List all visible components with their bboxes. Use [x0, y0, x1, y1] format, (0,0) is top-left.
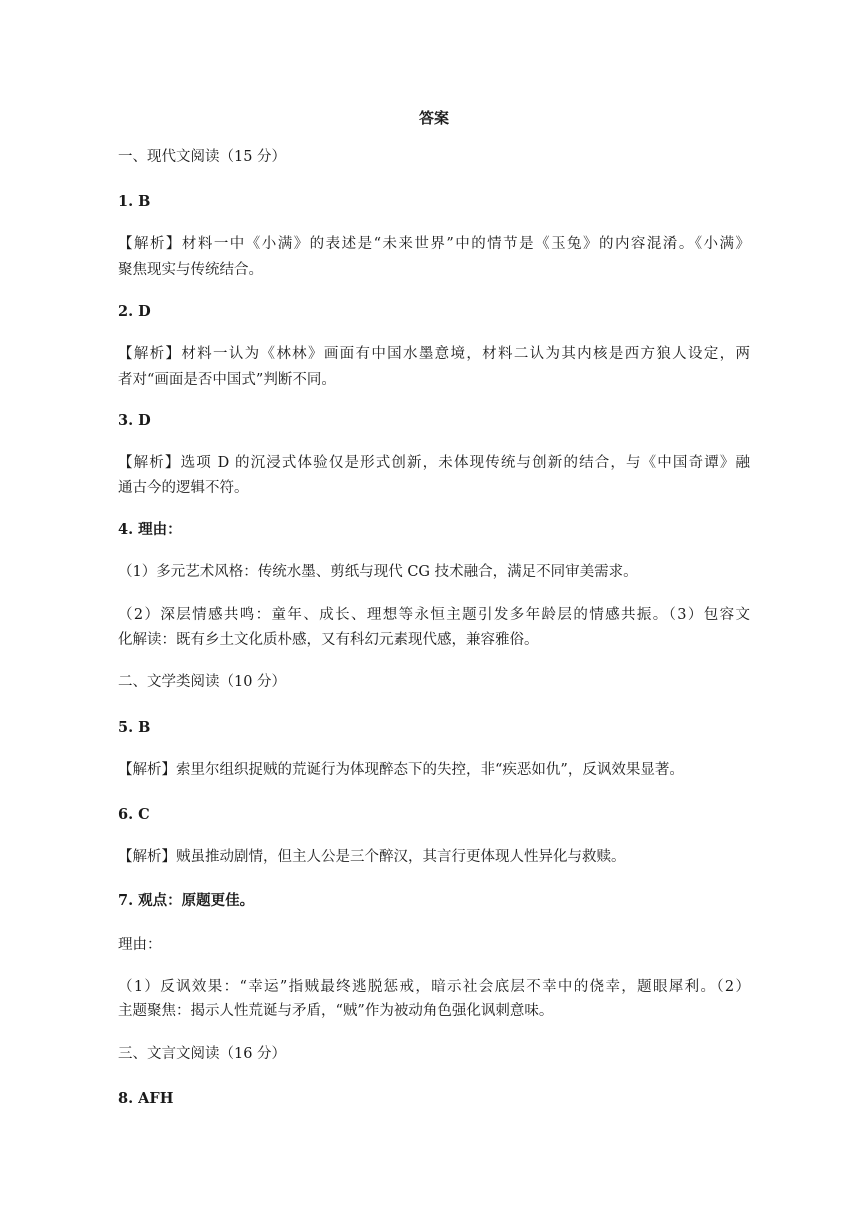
explanation-q5: 【解析】索里尔组织捉贼的荒诞行为体现醉态下的失控，非“疾恶如仇”，反讽效果显著。 — [118, 762, 684, 778]
page-title: 答案 — [418, 109, 449, 127]
explanation-q3-line2: 通古今的逻辑不符。 — [118, 480, 249, 496]
answer-q7-reason-line2: 主题聚焦：揭示人性荒诞与矛盾，“贼”作为被动角色强化讽刺意味。 — [118, 1003, 554, 1019]
explanation-q1-line2: 聚焦现实与传统结合。 — [118, 262, 263, 278]
explanation-q6: 【解析】贼虽推动剧情，但主人公是三个醉汉，其言行更体现人性异化与救赎。 — [118, 849, 626, 865]
answer-q2: 2. D — [118, 303, 151, 320]
answer-q7-reason-label: 理由： — [118, 937, 162, 953]
explanation-q2-line1: 【解析】材料一认为《林林》画面有中国水墨意境，材料二认为其内核是西方狼人设定，两 — [118, 346, 750, 362]
section-heading-literary-reading: 二、文学类阅读（10 分） — [118, 674, 287, 690]
explanation-q2-line2: 者对“画面是否中国式”判断不同。 — [118, 372, 336, 388]
answer-q1: 1. B — [118, 193, 151, 210]
answer-q4-heading: 4. 理由： — [118, 521, 182, 538]
answer-q4-point2-line2: 化解读：既有乡土文化质朴感，又有科幻元素现代感，兼容雅俗。 — [118, 632, 539, 648]
section-heading-classical-reading: 三、文言文阅读（16 分） — [118, 1046, 287, 1062]
section-heading-modern-reading: 一、现代文阅读（15 分） — [118, 149, 287, 165]
explanation-q1-line1: 【解析】材料一中《小满》的表述是“未来世界”中的情节是《玉兔》的内容混淆。《小满》 — [118, 236, 750, 252]
answer-q4-point1: （1）多元艺术风格：传统水墨、剪纸与现代 CG 技术融合，满足不同审美需求。 — [118, 564, 638, 580]
answer-q6: 6. C — [118, 806, 150, 823]
answer-q7-heading: 7. 观点：原题更佳。 — [118, 892, 255, 909]
answer-q4-point2-line1: （2）深层情感共鸣：童年、成长、理想等永恒主题引发多年龄层的情感共振。（3）包容文 — [118, 607, 750, 623]
answer-q3: 3. D — [118, 412, 151, 429]
explanation-q3-line1: 【解析】选项 D 的沉浸式体验仅是形式创新，未体现传统与创新的结合，与《中国奇谭》融 — [118, 455, 750, 471]
answer-q8: 8. AFH — [118, 1090, 174, 1107]
answer-q5: 5. B — [118, 719, 151, 736]
answer-q7-reason-line1: （1）反讽效果：“幸运”指贼最终逃脱惩戒，暗示社会底层不幸中的侥幸，题眼犀利。（2） — [118, 979, 750, 995]
